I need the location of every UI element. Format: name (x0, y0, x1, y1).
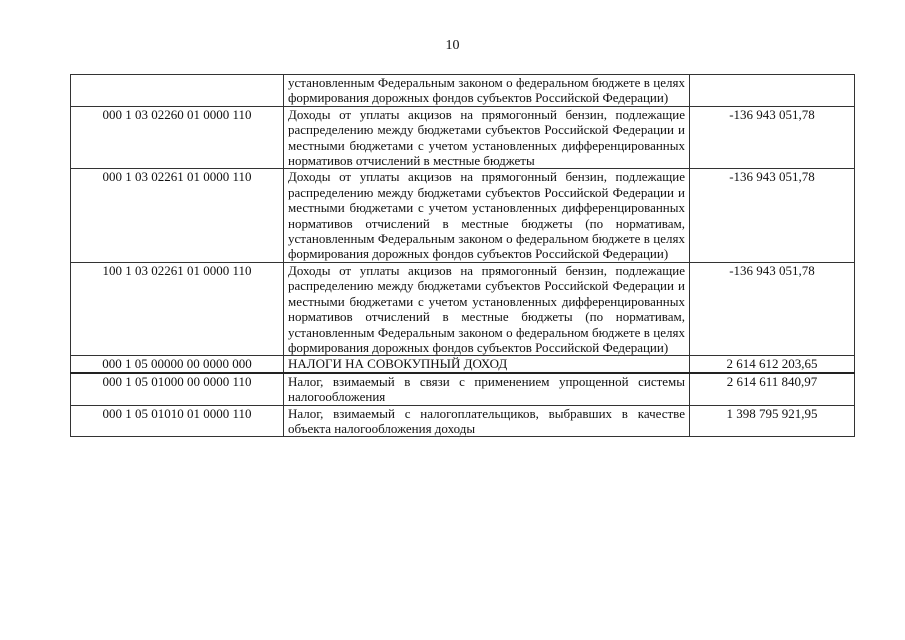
budget-code-cell (71, 75, 284, 107)
budget-code-cell: 000 1 03 02261 01 0000 110 (71, 169, 284, 262)
budget-code-cell: 000 1 05 01010 01 0000 110 (71, 405, 284, 437)
budget-revenue-table (70, 74, 855, 437)
table-row (71, 169, 855, 262)
budget-code-cell: 100 1 03 02261 01 0000 110 (71, 262, 284, 355)
table-row (71, 75, 855, 107)
budget-code-cell: 000 1 03 02260 01 0000 110 (71, 106, 284, 169)
revenue-name-cell: Доходы от уплаты акцизов на прямогонный бензин, подлежащие распределению между бюджетами субъектов Российской Федерации и местными бюджетами с учетом установленных дифференцированных нормативов отчислений в местные бюджеты (по нормативам, установленным Федеральным законом о федеральном бюджете в целях формирования дорожных фондов субъектов Российской Федерации) (284, 169, 690, 262)
budget-code-cell: 000 1 05 00000 00 0000 000 (71, 356, 284, 373)
revenue-name-cell: НАЛОГИ НА СОВОКУПНЫЙ ДОХОД (284, 356, 690, 373)
amount-cell: 2 614 611 840,97 (690, 373, 855, 405)
table-row (71, 262, 855, 355)
table-row (71, 356, 855, 373)
revenue-name-cell: Доходы от уплаты акцизов на прямогонный бензин, подлежащие распределению между бюджетами субъектов Российской Федерации и местными бюджетами с учетом установленных дифференцированных нормативов отчислений в местные бюджеты (284, 106, 690, 169)
amount-cell: -136 943 051,78 (690, 262, 855, 355)
amount-cell (690, 75, 855, 107)
amount-cell: 2 614 612 203,65 (690, 356, 855, 373)
revenue-name-cell: Налог, взимаемый в связи с применением упрощенной системы налогообложения (284, 373, 690, 405)
table-row (71, 373, 855, 405)
amount-cell: -136 943 051,78 (690, 106, 855, 169)
revenue-name-cell: установленным Федеральным законом о федеральном бюджете в целях формирования дорожных фондов субъектов Российской Федерации) (284, 75, 690, 107)
revenue-name-cell: Налог, взимаемый с налогоплательщиков, выбравших в качестве объекта налогообложения доходы (284, 405, 690, 437)
table-row (71, 405, 855, 437)
page-number: 10 (445, 38, 460, 53)
amount-cell: -136 943 051,78 (690, 169, 855, 262)
revenue-name-cell: Доходы от уплаты акцизов на прямогонный бензин, подлежащие распределению между бюджетами субъектов Российской Федерации и местными бюджетами с учетом установленных дифференцированных нормативов отчислений в местные бюджеты (по нормативам, установленным Федеральным законом о федеральном бюджете в целях формирования дорожных фондов субъектов Российской Федерации) (284, 262, 690, 355)
amount-cell: 1 398 795 921,95 (690, 405, 855, 437)
table-row (71, 106, 855, 169)
budget-code-cell: 000 1 05 01000 00 0000 110 (71, 373, 284, 405)
